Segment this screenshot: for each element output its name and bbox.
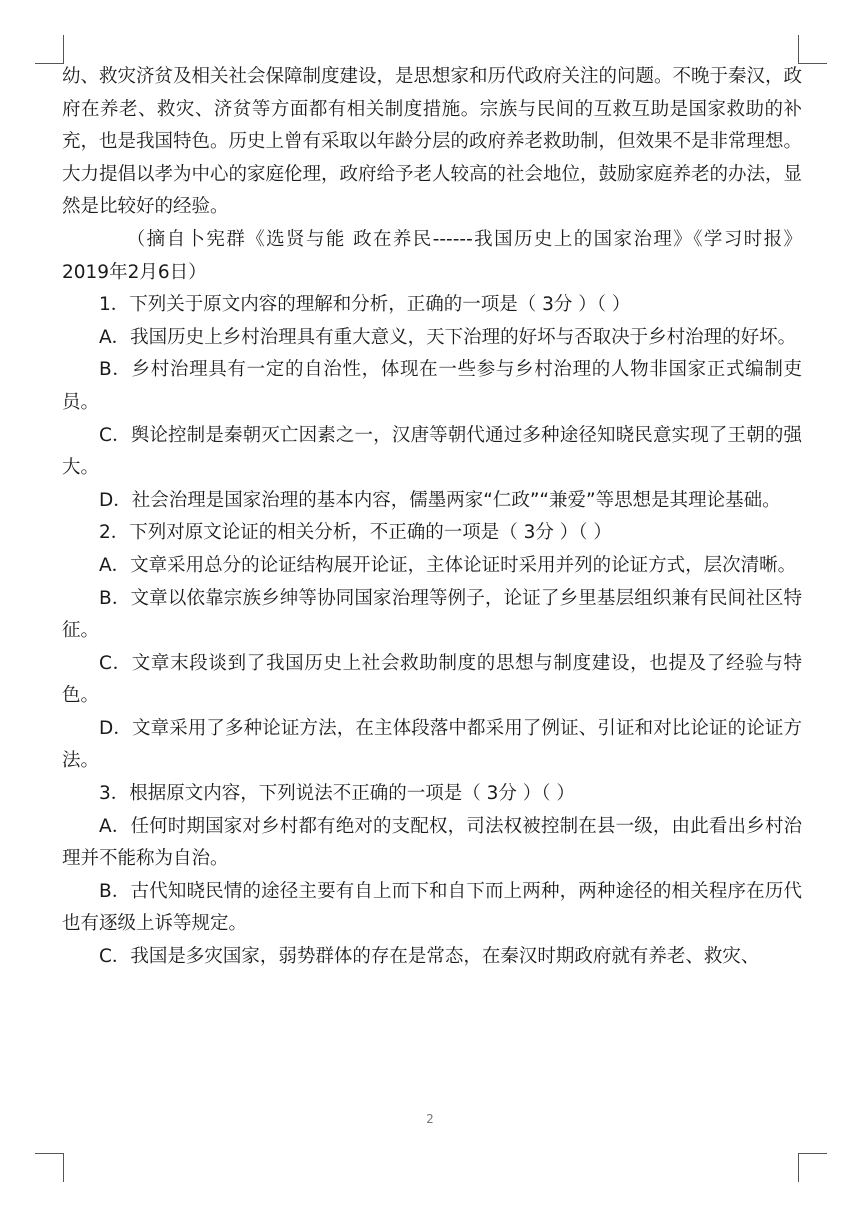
source-citation: （摘自卜宪群《选贤与能 政在养民------我国历史上的国家治理》《学习时报》2019年2月6日） bbox=[62, 228, 802, 283]
crop-mark-top-left bbox=[35, 35, 64, 64]
paragraph-social-relief: 幼、救灾济贫及相关社会保障制度建设，是思想家和历代政府关注的问题。不晚于秦汉，政府在养老、救灾、济贫等方面都有相关制度措施。宗族与民间的互救互助是国家救助的补充，也是我国特色。历史上曾有采取以年龄分层的政府养老救助制，但效果不是非常理想。大力提倡以孝为中心的家庭伦理，政府给予老人较高的社会地位，鼓励家庭养老的办法，显然是比较好的经验。 bbox=[62, 66, 803, 218]
question-2-option-d: D．文章采用了多种论证方法，在主体段落中都采用了例证、引证和对比论证的论证方法。 bbox=[62, 717, 802, 772]
question-3-stem: 3．根据原文内容，下列说法不正确的一项是（ 3分 ）（ ） bbox=[99, 783, 575, 805]
question-2-option-b: B．文章以依靠宗族乡绅等协同国家治理等例子，论证了乡里基层组织兼有民间社区特征。 bbox=[62, 587, 802, 642]
crop-mark-bottom-right bbox=[798, 1153, 827, 1182]
question-1-option-c: C．舆论控制是秦朝灭亡因素之一，汉唐等朝代通过多种途径知晓民意实现了王朝的强大。 bbox=[62, 424, 802, 479]
question-1-option-b: B．乡村治理具有一定的自治性，体现在一些参与乡村治理的人物非国家正式编制吏员。 bbox=[62, 359, 802, 413]
crop-mark-bottom-left bbox=[35, 1153, 64, 1182]
question-2-stem: 2．下列对原文论证的相关分析，不正确的一项是（ 3分 ）（ ） bbox=[99, 522, 612, 544]
question-3-option-b: B．古代知晓民情的途径主要有自上而下和自下而上两种，两种途径的相关程序在历代也有逐级上诉等规定。 bbox=[62, 880, 802, 935]
question-2-option-a: A．文章采用总分的论证结构展开论证，主体论证时采用并列的论证方式，层次清晰。 bbox=[99, 554, 797, 576]
question-1-option-a: A．我国历史上乡村治理具有重大意义，天下治理的好坏与否取决于乡村治理的好坏。 bbox=[99, 326, 797, 348]
document-body bbox=[62, 61, 802, 974]
question-2-option-c: C．文章末段谈到了我国历史上社会救助制度的思想与制度建设，也提及了经验与特色。 bbox=[62, 652, 802, 707]
question-1-option-d: D．社会治理是国家治理的基本内容，儒墨两家“仁政”“兼爱”等思想是其理论基础。 bbox=[99, 489, 781, 511]
question-1-stem: 1．下列关于原文内容的理解和分析，正确的一项是（ 3分 ）（ ） bbox=[99, 294, 631, 316]
page-number: 2 bbox=[426, 1112, 434, 1126]
question-3-option-c: C．我国是多灾国家，弱势群体的存在是常态，在秦汉时期政府就有养老、救灾、 bbox=[99, 946, 760, 968]
crop-mark-top-right bbox=[798, 35, 827, 64]
question-3-option-a: A．任何时期国家对乡村都有绝对的支配权，司法权被控制在县一级，由此看出乡村治理并不能称为自治。 bbox=[62, 815, 802, 870]
